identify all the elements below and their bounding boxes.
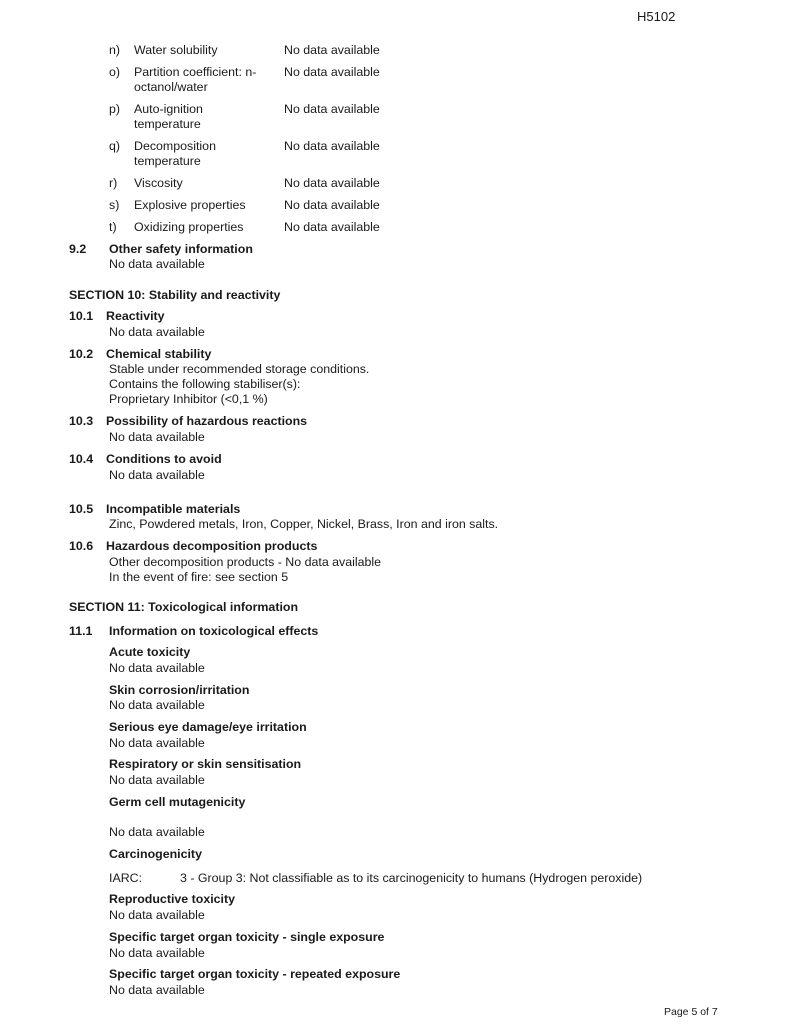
tox-heading: Skin corrosion/irritation xyxy=(109,683,250,697)
property-label: Decomposition temperature xyxy=(134,139,216,168)
section-number: 9.2 xyxy=(69,242,87,256)
section-text: In the event of fire: see section 5 xyxy=(109,570,289,584)
section-number: 11.1 xyxy=(69,624,93,638)
section-heading: Hazardous decomposition products xyxy=(106,539,318,553)
tox-heading: Carcinogenicity xyxy=(109,847,202,861)
property-letter: o) xyxy=(109,65,121,79)
property-label: Viscosity xyxy=(134,176,183,190)
property-label: Oxidizing properties xyxy=(134,220,244,234)
property-label: Water solubility xyxy=(134,43,218,57)
property-label: Auto-ignition temperature xyxy=(134,102,203,131)
property-value: No data available xyxy=(284,176,380,190)
tox-text: No data available xyxy=(109,773,205,787)
section-text: Contains the following stabiliser(s): xyxy=(109,377,301,391)
section-heading: Conditions to avoid xyxy=(106,452,222,466)
tox-heading: Specific target organ toxicity - repeated exposure xyxy=(109,967,401,981)
property-value: No data available xyxy=(284,198,380,212)
tox-heading: Reproductive toxicity xyxy=(109,892,235,906)
property-letter: t) xyxy=(109,220,117,234)
tox-text: No data available xyxy=(109,698,205,712)
tox-text: No data available xyxy=(109,736,205,750)
section-number: 10.4 xyxy=(69,452,94,466)
section-title: SECTION 10: Stability and reactivity xyxy=(69,288,281,302)
property-letter: p) xyxy=(109,102,121,116)
section-text: Proprietary Inhibitor (<0,1 %) xyxy=(109,392,268,406)
document-code: H5102 xyxy=(637,9,676,24)
section-text: No data available xyxy=(109,430,205,444)
property-letter: q) xyxy=(109,139,121,153)
tox-heading: Acute toxicity xyxy=(109,645,191,659)
section-heading: Reactivity xyxy=(106,309,165,323)
tox-label: IARC: xyxy=(109,871,143,885)
tox-text: No data available xyxy=(109,908,205,922)
section-heading: Information on toxicological effects xyxy=(109,624,319,638)
tox-text: No data available xyxy=(109,661,205,675)
property-label: Partition coefficient: n-octanol/water xyxy=(134,65,257,94)
property-letter: n) xyxy=(109,43,121,57)
tox-text: 3 - Group 3: Not classifiable as to its carcinogenicity to humans (Hydrogen peroxide) xyxy=(180,871,643,885)
tox-heading: Specific target organ toxicity - single exposure xyxy=(109,930,385,944)
section-text: No data available xyxy=(109,325,205,339)
section-number: 10.2 xyxy=(69,347,94,361)
section-text: Stable under recommended storage conditions. xyxy=(109,362,370,376)
property-value: No data available xyxy=(284,65,380,79)
section-text: No data available xyxy=(109,468,205,482)
section-number: 10.1 xyxy=(69,309,94,323)
property-value: No data available xyxy=(284,220,380,234)
section-heading: Chemical stability xyxy=(106,347,212,361)
property-letter: s) xyxy=(109,198,120,212)
tox-text: No data available xyxy=(109,946,205,960)
page-number: Page 5 of 7 xyxy=(664,1006,718,1018)
section-number: 10.6 xyxy=(69,539,94,553)
section-heading: Possibility of hazardous reactions xyxy=(106,414,308,428)
section-heading: Incompatible materials xyxy=(106,502,241,516)
property-letter: r) xyxy=(109,176,118,190)
section-text: Zinc, Powdered metals, Iron, Copper, Nickel, Brass, Iron and iron salts. xyxy=(109,517,499,531)
tox-heading: Serious eye damage/eye irritation xyxy=(109,720,307,734)
tox-text: No data available xyxy=(109,983,205,997)
property-value: No data available xyxy=(284,102,380,116)
section-heading: Other safety information xyxy=(109,242,253,256)
tox-heading: Respiratory or skin sensitisation xyxy=(109,757,302,771)
property-value: No data available xyxy=(284,43,380,57)
section-number: 10.3 xyxy=(69,414,94,428)
tox-text: No data available xyxy=(109,825,205,839)
section-title: SECTION 11: Toxicological information xyxy=(69,600,299,614)
section-text: Other decomposition products - No data available xyxy=(109,555,382,569)
property-value: No data available xyxy=(284,139,380,153)
tox-heading: Germ cell mutagenicity xyxy=(109,795,246,809)
property-label: Explosive properties xyxy=(134,198,246,212)
section-number: 10.5 xyxy=(69,502,94,516)
section-text: No data available xyxy=(109,257,205,271)
